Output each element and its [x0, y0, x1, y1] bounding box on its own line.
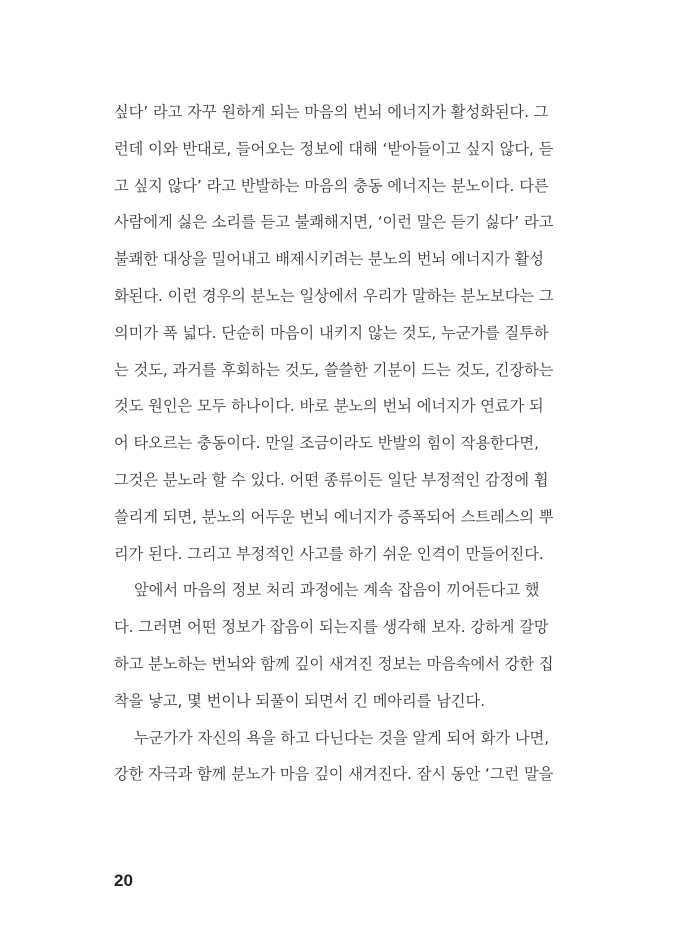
text-line: 그것은 분노라 할 수 있다. 어떤 종류이든 일단 부정적인 감정에 휩 [114, 470, 549, 489]
body-text [114, 94, 569, 793]
text-line: 하고 분노하는 번뇌와 함께 깊이 새겨진 정보는 마음속에서 강한 집 [114, 654, 554, 673]
text-line: 것도 원인은 모두 하나이다. 바로 분노의 번뇌 에너지가 연료가 되 [114, 397, 544, 416]
paragraph-start-line: 앞에서 마음의 정보 처리 과정에는 계속 잡음이 끼어든다고 했 [134, 581, 540, 600]
text-line: 싶다’ 라고 자꾸 원하게 되는 마음의 번뇌 에너지가 활성화된다. 그 [114, 103, 549, 121]
page-number: 20 [114, 871, 133, 890]
paragraph-start-line: 누군가가 자신의 욕을 하고 다닌다는 것을 알게 되어 화가 나면, [134, 728, 550, 747]
text-line: 쓸리게 되면, 분노의 어두운 번뇌 에너지가 증폭되어 스트레스의 뿌 [114, 507, 554, 526]
text-line: 의미가 폭 넓다. 단순히 마음이 내키지 않는 것도, 누군가를 질투하 [114, 323, 549, 342]
text-line: 리가 된다. 그리고 부정적인 사고를 하기 쉬운 인격이 만들어진다. [114, 544, 544, 563]
text-line: 사람에게 싫은 소리를 듣고 불쾌해지면, ‘이런 말은 듣기 싫다’ 라고 [114, 213, 554, 232]
text-line: 런데 이와 반대로, 들어오는 정보에 대해 ‘받아들이고 싶지 않다, 듣 [114, 139, 554, 158]
text-line: 고 싶지 않다’ 라고 반발하는 마음의 충동 에너지는 분노이다. 다른 [114, 176, 549, 195]
text-line: 다. 그러면 어떤 정보가 잡음이 되는지를 생각해 보자. 강하게 갈망 [114, 618, 549, 637]
text-line: 강한 자극과 함께 분노가 마음 깊이 새겨진다. 잠시 동안 ‘그런 말을 [114, 765, 554, 784]
text-line: 착을 낳고, 몇 번이나 되풀이 되면서 긴 메아리를 남긴다. [114, 691, 486, 710]
text-line: 는 것도, 과거를 후회하는 것도, 쓸쓸한 기분이 드는 것도, 긴장하는 [114, 360, 554, 379]
text-line: 어 타오르는 충동이다. 만일 조금이라도 반발의 힘이 작용한다면, [114, 434, 539, 453]
text-line: 불쾌한 대상을 밀어내고 배제시키려는 분노의 번뇌 에너지가 활성 [114, 250, 544, 269]
text-line: 화된다. 이런 경우의 분노는 일상에서 우리가 말하는 분노보다는 그 [114, 286, 554, 305]
